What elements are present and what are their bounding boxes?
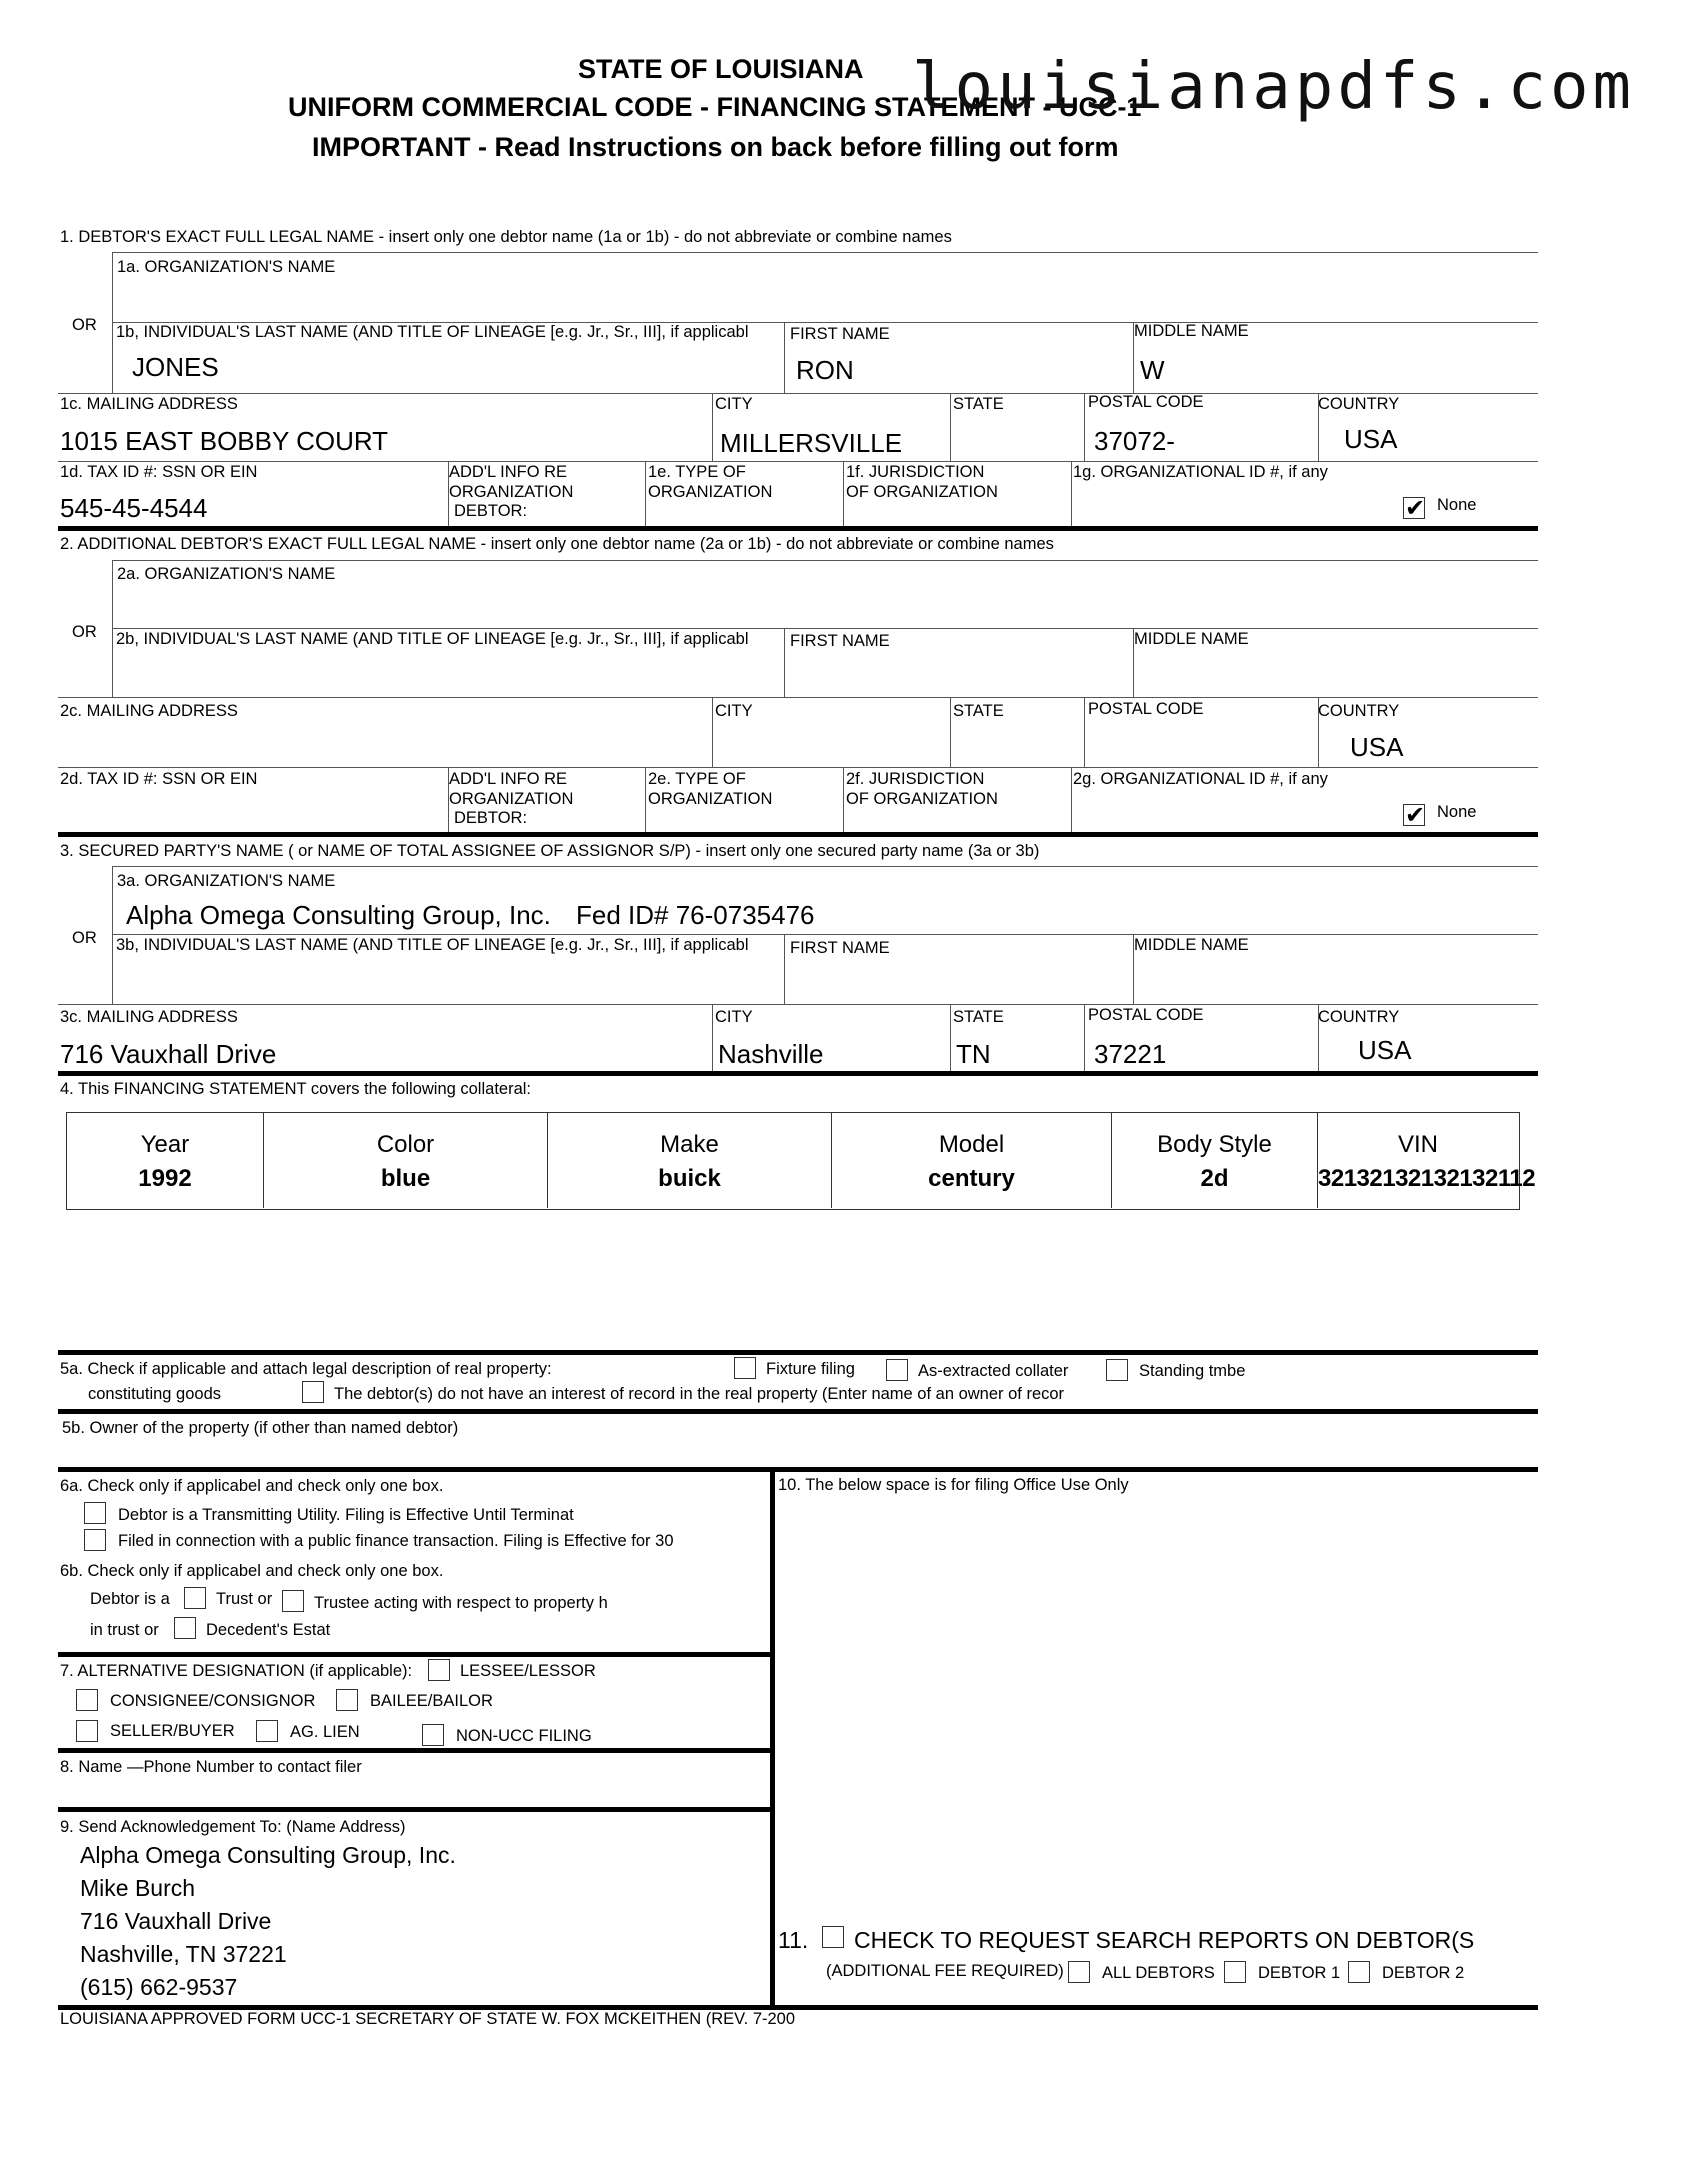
- middle-name-3-label: MIDDLE NAME: [1134, 936, 1249, 954]
- middle-name-2-label: MIDDLE NAME: [1134, 630, 1249, 648]
- state-2-label: STATE: [953, 702, 1004, 720]
- state-label: STATE: [953, 395, 1004, 413]
- section6b-label: 6b. Check only if applicabel and check only one box.: [60, 1562, 444, 1580]
- postal-code-3-value[interactable]: 37221: [1094, 1039, 1167, 1069]
- jurisdiction-2f-label-2: OF ORGANIZATION: [846, 790, 998, 808]
- first-name-2-label: FIRST NAME: [790, 632, 890, 650]
- last-name-2b-label: 2b, INDIVIDUAL'S LAST NAME (AND TITLE OF LINEAGE [e.g. Jr., Sr., III], if applicabl: [116, 630, 749, 648]
- addl-info-label-3: DEBTOR:: [454, 502, 528, 520]
- debtor2-label: DEBTOR 2: [1382, 1964, 1465, 1982]
- all-debtors-label: ALL DEBTORS: [1102, 1964, 1215, 1982]
- transmitting-utility-label: Debtor is a Transmitting Utility. Filing is Effective Until Terminat: [118, 1506, 574, 1524]
- addl-info-label: ADD'L INFO RE: [449, 463, 568, 481]
- fixture-filing-checkbox[interactable]: [734, 1357, 756, 1379]
- org-type-2e-label: 2e. TYPE OF: [648, 770, 746, 788]
- seller-buyer-checkbox[interactable]: [76, 1720, 98, 1742]
- state-3-label: STATE: [953, 1008, 1004, 1026]
- collateral-value[interactable]: blue: [380, 1165, 431, 1192]
- bailee-label: BAILEE/BAILOR: [370, 1692, 493, 1710]
- fed-id-value[interactable]: Fed ID# 76-0735476: [576, 900, 815, 930]
- public-finance-label: Filed in connection with a public finance transaction. Filing is Effective for 30: [118, 1532, 674, 1550]
- or-label-2: OR: [72, 623, 97, 641]
- last-name-1b-value[interactable]: JONES: [132, 352, 219, 382]
- section5a-label: 5a. Check if applicable and attach legal description of real property:: [60, 1360, 552, 1378]
- country-2-label: COUNTRY: [1318, 702, 1400, 720]
- fixture-filing-label: Fixture filing: [766, 1360, 855, 1378]
- trustee-label: Trustee acting with respect to property h: [314, 1594, 608, 1612]
- tax-id-1d-label: 1d. TAX ID #: SSN OR EIN: [60, 463, 258, 481]
- collateral-value[interactable]: 2d: [1200, 1165, 1229, 1192]
- collateral-col-color: [264, 1113, 548, 1208]
- section11-number: 11.: [778, 1927, 809, 1953]
- debtor2-checkbox[interactable]: [1348, 1961, 1370, 1983]
- collateral-col-make: [548, 1113, 832, 1208]
- ack-line[interactable]: (615) 662-9537: [80, 1974, 238, 2000]
- jurisdiction-2f-label: 2f. JURISDICTION: [846, 770, 985, 788]
- ack-line[interactable]: 716 Vauxhall Drive: [80, 1908, 272, 1934]
- section10-label: 10. The below space is for filing Office Use Only: [778, 1476, 1129, 1494]
- debtor1-label: DEBTOR 1: [1258, 1964, 1341, 1982]
- or-label-3: OR: [72, 929, 97, 947]
- none-2-label: None: [1437, 803, 1477, 821]
- ag-lien-label: AG. LIEN: [290, 1723, 360, 1741]
- city-value[interactable]: MILLERSVILLE: [720, 428, 903, 458]
- seller-buyer-label: SELLER/BUYER: [110, 1722, 235, 1740]
- middle-name-value[interactable]: W: [1140, 355, 1165, 385]
- decedent-estate-label: Decedent's Estat: [206, 1621, 331, 1639]
- collateral-value[interactable]: 32132132132132112: [1318, 1165, 1536, 1192]
- collateral-col-model: [832, 1113, 1112, 1208]
- ag-lien-checkbox[interactable]: [256, 1720, 278, 1742]
- footer-text: LOUISIANA APPROVED FORM UCC-1 SECRETARY OF STATE W. FOX MCKEITHEN (REV. 7-200: [60, 2010, 796, 2028]
- country-3-label: COUNTRY: [1318, 1008, 1400, 1026]
- tax-id-2d-label: 2d. TAX ID #: SSN OR EIN: [60, 770, 258, 788]
- collateral-value[interactable]: buick: [658, 1165, 721, 1192]
- country-3-value[interactable]: USA: [1358, 1035, 1412, 1065]
- state-3-value[interactable]: TN: [956, 1039, 991, 1069]
- debtor1-checkbox[interactable]: [1224, 1961, 1246, 1983]
- addl-info-2-label-2: ORGANIZATION: [449, 790, 574, 808]
- last-name-1b-label: 1b, INDIVIDUAL'S LAST NAME (AND TITLE OF LINEAGE [e.g. Jr., Sr., III], if applicabl: [116, 323, 749, 341]
- postal-code-3-label: POSTAL CODE: [1088, 1006, 1204, 1024]
- form-title: STATE OF LOUISIANA: [578, 54, 864, 84]
- or-label: OR: [72, 316, 97, 334]
- country-2-value[interactable]: USA: [1350, 732, 1404, 762]
- first-name-label: FIRST NAME: [790, 325, 890, 343]
- country-value[interactable]: USA: [1344, 424, 1398, 454]
- collateral-title: 4. This FINANCING STATEMENT covers the following collateral:: [60, 1080, 531, 1098]
- collateral-header: Body Style: [1157, 1131, 1272, 1158]
- all-debtors-checkbox[interactable]: [1068, 1961, 1090, 1983]
- non-ucc-label: NON-UCC FILING: [456, 1727, 592, 1745]
- none-checkbox-2g[interactable]: [1403, 804, 1425, 826]
- mailing-address-3c-label: 3c. MAILING ADDRESS: [60, 1008, 238, 1026]
- section6a-label: 6a. Check only if applicabel and check only one box.: [60, 1477, 444, 1495]
- trust-checkbox[interactable]: [184, 1587, 206, 1609]
- section5b-label: 5b. Owner of the property (if other than named debtor): [62, 1419, 459, 1437]
- lessee-lessor-checkbox[interactable]: [428, 1659, 450, 1681]
- collateral-header: VIN: [1397, 1131, 1438, 1158]
- org-id-2g-label: 2g. ORGANIZATIONAL ID #, if any: [1073, 770, 1328, 788]
- collateral-col-body-style: [1112, 1113, 1318, 1208]
- none-checkbox-1g[interactable]: [1403, 497, 1425, 519]
- addl-info-2-label: ADD'L INFO RE: [449, 770, 568, 788]
- ack-line[interactable]: Mike Burch: [80, 1875, 196, 1901]
- no-interest-label: The debtor(s) do not have an interest of record in the real property (Enter name of an owner of recor: [334, 1385, 1065, 1403]
- in-trust-label: in trust or: [90, 1621, 159, 1639]
- trustee-checkbox[interactable]: [282, 1590, 304, 1612]
- addl-info-label-2: ORGANIZATION: [449, 483, 574, 501]
- org-type-2e-label-2: ORGANIZATION: [648, 790, 773, 808]
- watermark: louisianapdfs.com: [912, 50, 1636, 124]
- constituting-goods-label: constituting goods: [88, 1385, 222, 1403]
- trust-or-label: Trust or: [216, 1590, 273, 1608]
- non-ucc-checkbox[interactable]: [422, 1724, 444, 1746]
- consignee-checkbox[interactable]: [76, 1689, 98, 1711]
- jurisdiction-1f-label: 1f. JURISDICTION: [846, 463, 985, 481]
- lessee-lessor-label: LESSEE/LESSOR: [460, 1662, 596, 1680]
- first-name-value[interactable]: RON: [796, 355, 854, 385]
- no-interest-checkbox[interactable]: [302, 1381, 324, 1403]
- standing-timber-checkbox[interactable]: [1106, 1359, 1128, 1381]
- ack-line[interactable]: Nashville, TN 37221: [80, 1941, 287, 1967]
- decedent-estate-checkbox[interactable]: [174, 1617, 196, 1639]
- collateral-header: Color: [376, 1131, 435, 1158]
- org-name-2a-label: 2a. ORGANIZATION'S NAME: [117, 565, 336, 583]
- section8-label: 8. Name —Phone Number to contact filer: [60, 1758, 362, 1776]
- addl-info-2-label-3: DEBTOR:: [454, 809, 528, 827]
- org-name-1a-label: 1a. ORGANIZATION'S NAME: [117, 258, 336, 276]
- postal-code-label: POSTAL CODE: [1088, 393, 1204, 411]
- ack-line[interactable]: Alpha Omega Consulting Group, Inc.: [80, 1842, 456, 1868]
- collateral-col-vin: [1318, 1113, 1536, 1208]
- collateral-header: Make: [660, 1131, 719, 1158]
- org-type-1e-label: 1e. TYPE OF: [648, 463, 746, 481]
- collateral-value[interactable]: 1992: [138, 1165, 192, 1192]
- none-label: None: [1437, 496, 1477, 514]
- search-report-label: CHECK TO REQUEST SEARCH REPORTS ON DEBTOR(S: [854, 1927, 1475, 1953]
- middle-name-label: MIDDLE NAME: [1134, 322, 1249, 340]
- collateral-table: [66, 1112, 1536, 1210]
- city-label: CITY: [715, 395, 753, 413]
- standing-timber-label: Standing tmbe: [1139, 1362, 1246, 1380]
- country-label: COUNTRY: [1318, 395, 1400, 413]
- org-name-3a-label: 3a. ORGANIZATION'S NAME: [117, 872, 336, 890]
- debtor-is-label: Debtor is a: [90, 1590, 170, 1608]
- postal-code-2-label: POSTAL CODE: [1088, 700, 1204, 718]
- public-finance-checkbox[interactable]: [84, 1529, 106, 1551]
- mailing-address-1c-value[interactable]: 1015 EAST BOBBY COURT: [60, 426, 389, 456]
- consignee-label: CONSIGNEE/CONSIGNOR: [110, 1692, 316, 1710]
- tax-id-1d-value[interactable]: 545-45-4544: [60, 493, 208, 523]
- form-instructions: IMPORTANT - Read Instructions on back before filling out form: [312, 132, 1119, 162]
- bailee-checkbox[interactable]: [336, 1689, 358, 1711]
- collateral-col-year: [67, 1113, 264, 1208]
- first-name-3-label: FIRST NAME: [790, 939, 890, 957]
- form-subtitle: UNIFORM COMMERCIAL CODE - FINANCING STATEMENT - UCC-1: [288, 92, 1142, 122]
- org-type-1e-label-2: ORGANIZATION: [648, 483, 773, 501]
- mailing-address-2c-label: 2c. MAILING ADDRESS: [60, 702, 238, 720]
- transmitting-utility-checkbox[interactable]: [84, 1502, 106, 1524]
- section7-label: 7. ALTERNATIVE DESIGNATION (if applicable):: [60, 1662, 413, 1680]
- mailing-address-1c-label: 1c. MAILING ADDRESS: [60, 395, 238, 413]
- section1-title: 1. DEBTOR'S EXACT FULL LEGAL NAME - insert only one debtor name (1a or 1b) - do not abbreviate or combine names: [60, 228, 952, 246]
- postal-code-value[interactable]: 37072-: [1094, 426, 1175, 456]
- city-2-label: CITY: [715, 702, 753, 720]
- collateral-header: Year: [140, 1131, 190, 1158]
- org-name-3a-value[interactable]: Alpha Omega Consulting Group, Inc.: [126, 900, 551, 930]
- city-3-value[interactable]: Nashville: [718, 1039, 824, 1069]
- as-extracted-checkbox[interactable]: [886, 1359, 908, 1381]
- org-id-1g-label: 1g. ORGANIZATIONAL ID #, if any: [1073, 463, 1328, 481]
- last-name-3b-label: 3b, INDIVIDUAL'S LAST NAME (AND TITLE OF LINEAGE [e.g. Jr., Sr., III], if applicabl: [116, 936, 749, 954]
- city-3-label: CITY: [715, 1008, 753, 1026]
- additional-fee-label: (ADDITIONAL FEE REQUIRED): [826, 1962, 1064, 1980]
- jurisdiction-1f-label-2: OF ORGANIZATION: [846, 483, 998, 501]
- collateral-value[interactable]: century: [928, 1165, 1015, 1192]
- section2-title: 2. ADDITIONAL DEBTOR'S EXACT FULL LEGAL NAME - insert only one debtor name (2a or 1b) - do not abbreviate or combine names: [60, 535, 1054, 553]
- search-report-checkbox[interactable]: [822, 1926, 844, 1948]
- section9-label: 9. Send Acknowledgement To: (Name Address): [60, 1818, 406, 1836]
- as-extracted-label: As-extracted collater: [918, 1362, 1069, 1380]
- section3-title: 3. SECURED PARTY'S NAME ( or NAME OF TOTAL ASSIGNEE OF ASSIGNOR S/P) - insert only one secured party name (3a or 3b): [60, 842, 1040, 860]
- mailing-address-3c-value[interactable]: 716 Vauxhall Drive: [60, 1039, 277, 1069]
- collateral-header: Model: [938, 1131, 1005, 1158]
